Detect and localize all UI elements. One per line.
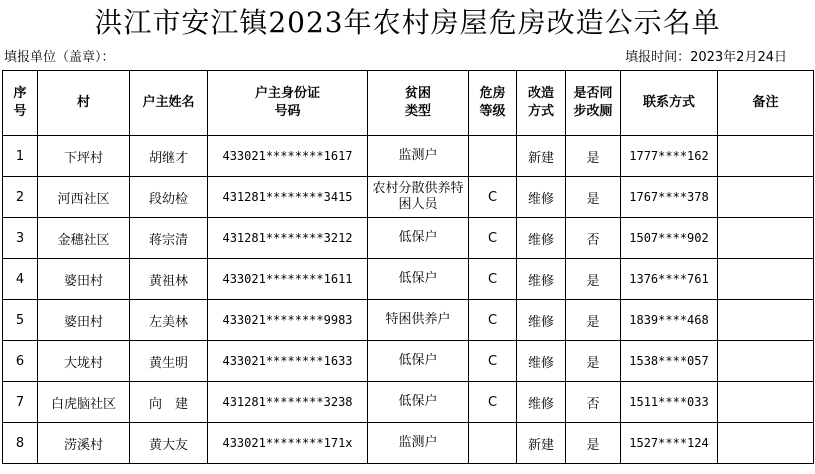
cell-toilet: 是	[566, 136, 621, 177]
cell-contact: 1767****378	[621, 177, 718, 218]
header-village: 村	[38, 71, 130, 136]
cell-note	[718, 300, 814, 341]
report-unit-label: 填报单位（盖章）：	[4, 50, 115, 65]
cell-poverty-type: 特困供养户	[368, 300, 469, 341]
cell-toilet: 否	[566, 382, 621, 423]
cell-contact: 1538****057	[621, 341, 718, 382]
cell-note	[718, 259, 814, 300]
cell-danger-level: C	[469, 300, 517, 341]
cell-toilet: 是	[566, 300, 621, 341]
cell-danger-level: C	[469, 341, 517, 382]
cell-name: 黄祖林	[130, 259, 208, 300]
cell-method: 新建	[517, 423, 566, 464]
table-header-row	[3, 71, 814, 136]
cell-name: 向 建	[130, 382, 208, 423]
cell-idcard: 433021********9983	[208, 300, 368, 341]
cell-note	[718, 423, 814, 464]
cell-danger-level: C	[469, 177, 517, 218]
header-method: 改造 方式	[517, 71, 566, 136]
cell-danger-level	[469, 423, 517, 464]
cell-method: 维修	[517, 177, 566, 218]
cell-poverty-type: 低保户	[368, 218, 469, 259]
cell-note	[718, 136, 814, 177]
cell-idcard: 433021********171x	[208, 423, 368, 464]
header-toilet: 是否同 步改厕	[566, 71, 621, 136]
cell-seq: 2	[3, 177, 38, 218]
cell-method: 维修	[517, 259, 566, 300]
cell-note	[718, 382, 814, 423]
cell-contact: 1527****124	[621, 423, 718, 464]
cell-poverty-type: 低保户	[368, 259, 469, 300]
header-contact: 联系方式	[621, 71, 718, 136]
cell-seq: 8	[3, 423, 38, 464]
cell-danger-level: C	[469, 382, 517, 423]
cell-village: 大垅村	[38, 341, 130, 382]
cell-idcard: 433021********1611	[208, 259, 368, 300]
cell-seq: 5	[3, 300, 38, 341]
table-row	[3, 177, 814, 218]
cell-toilet: 否	[566, 218, 621, 259]
cell-seq: 6	[3, 341, 38, 382]
cell-toilet: 是	[566, 341, 621, 382]
table-row	[3, 341, 814, 382]
cell-village: 下坪村	[38, 136, 130, 177]
table-row	[3, 382, 814, 423]
cell-contact: 1507****902	[621, 218, 718, 259]
header-danger-level: 危房 等级	[469, 71, 517, 136]
table-row	[3, 300, 814, 341]
table-row	[3, 218, 814, 259]
cell-name: 蒋宗清	[130, 218, 208, 259]
cell-method: 维修	[517, 382, 566, 423]
cell-poverty-type: 监测户	[368, 136, 469, 177]
cell-idcard: 431281********3212	[208, 218, 368, 259]
cell-poverty-type: 农村分散供养特困人员	[368, 177, 469, 218]
cell-poverty-type: 低保户	[368, 382, 469, 423]
cell-village: 婆田村	[38, 259, 130, 300]
cell-method: 新建	[517, 136, 566, 177]
cell-poverty-type: 低保户	[368, 341, 469, 382]
cell-contact: 1839****468	[621, 300, 718, 341]
cell-name: 段幼检	[130, 177, 208, 218]
table-row	[3, 423, 814, 464]
cell-idcard: 433021********1617	[208, 136, 368, 177]
report-time-label: 填报时间：2023年2月24日	[625, 50, 787, 65]
cell-danger-level: C	[469, 218, 517, 259]
header-name: 户主姓名	[130, 71, 208, 136]
cell-note	[718, 177, 814, 218]
cell-danger-level: C	[469, 259, 517, 300]
cell-method: 维修	[517, 341, 566, 382]
renovation-list-table	[2, 70, 814, 464]
cell-seq: 1	[3, 136, 38, 177]
cell-village: 涝溪村	[38, 423, 130, 464]
cell-toilet: 是	[566, 259, 621, 300]
table-row	[3, 259, 814, 300]
cell-name: 左美林	[130, 300, 208, 341]
cell-contact: 1376****761	[621, 259, 718, 300]
cell-seq: 3	[3, 218, 38, 259]
cell-idcard: 431281********3238	[208, 382, 368, 423]
cell-toilet: 是	[566, 177, 621, 218]
header-note: 备注	[718, 71, 814, 136]
cell-note	[718, 218, 814, 259]
cell-seq: 7	[3, 382, 38, 423]
header-poverty-type: 贫困 类型	[368, 71, 469, 136]
cell-village: 金穗社区	[38, 218, 130, 259]
header-idcard: 户主身份证 号码	[208, 71, 368, 136]
cell-name: 黄生明	[130, 341, 208, 382]
cell-name: 黄大友	[130, 423, 208, 464]
cell-danger-level	[469, 136, 517, 177]
cell-village: 婆田村	[38, 300, 130, 341]
table-row	[3, 136, 814, 177]
cell-toilet: 是	[566, 423, 621, 464]
cell-village: 白虎脑社区	[38, 382, 130, 423]
cell-contact: 1511****033	[621, 382, 718, 423]
page-title: 洪江市安江镇2023年农村房屋危房改造公示名单	[94, 6, 721, 39]
cell-idcard: 431281********3415	[208, 177, 368, 218]
cell-method: 维修	[517, 218, 566, 259]
cell-contact: 1777****162	[621, 136, 718, 177]
cell-method: 维修	[517, 300, 566, 341]
cell-idcard: 433021********1633	[208, 341, 368, 382]
cell-note	[718, 341, 814, 382]
cell-village: 河西社区	[38, 177, 130, 218]
cell-poverty-type: 监测户	[368, 423, 469, 464]
cell-name: 胡继才	[130, 136, 208, 177]
header-seq: 序 号	[3, 71, 38, 136]
cell-seq: 4	[3, 259, 38, 300]
